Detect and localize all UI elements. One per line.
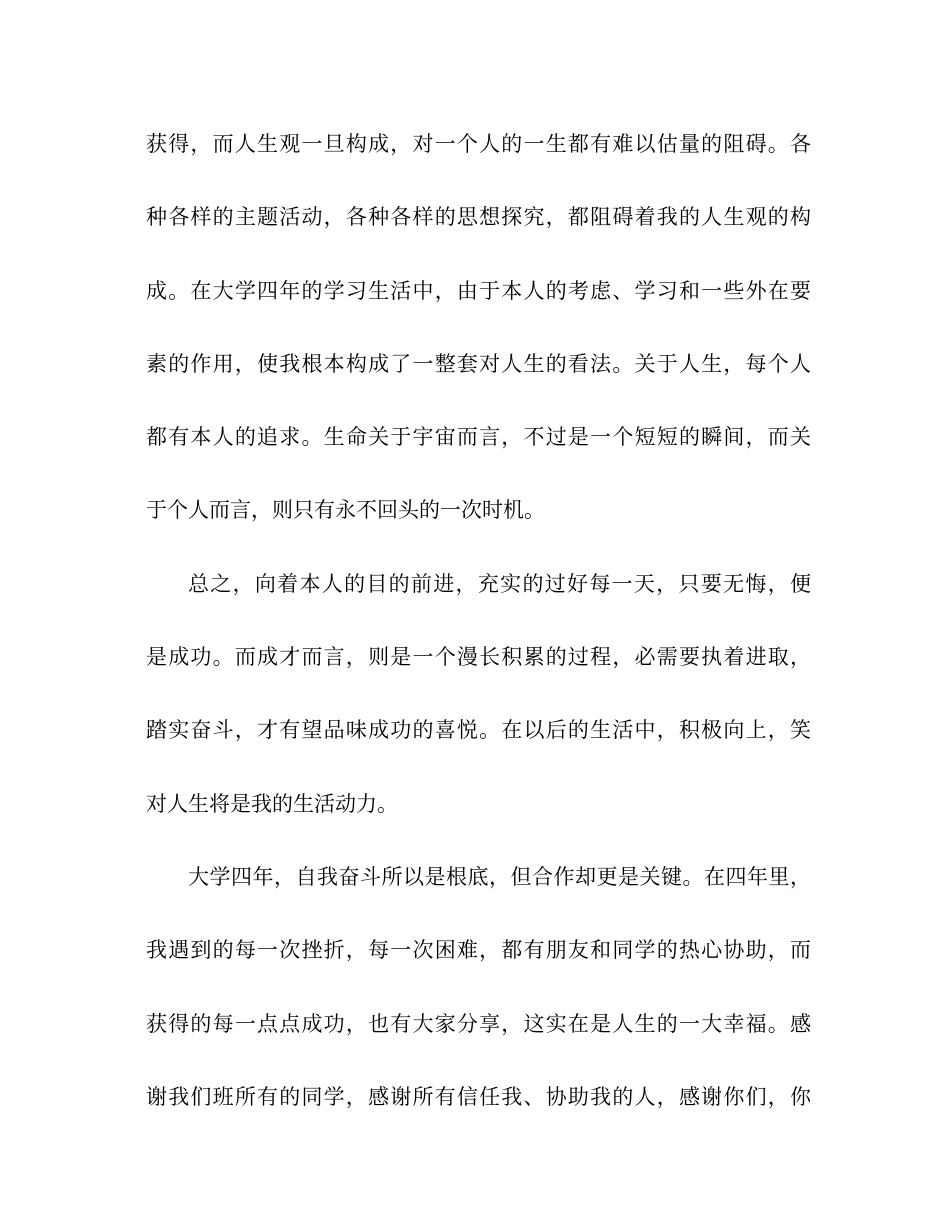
document-body bbox=[146, 108, 811, 1134]
text-line: 是成功。而成才而言，则是一个漫长积累的过程，必需要执着进取， bbox=[146, 645, 811, 670]
text-line: 获得的每一点点成功，也有大家分享，这实在是人生的一大幸福。感 bbox=[146, 1011, 811, 1036]
text-line: 素的作用，使我根本构成了一整套对人生的看法。关于人生，每个人 bbox=[146, 351, 811, 376]
text-line: 对人生将是我的生活动力。 bbox=[146, 791, 398, 816]
text-line: 谢我们班所有的同学，感谢所有信任我、协助我的人，感谢你们，你 bbox=[146, 1084, 811, 1109]
text-line: 都有本人的追求。生命关于宇宙而言，不过是一个短短的瞬间，而关 bbox=[146, 425, 811, 450]
text-line: 成。在大学四年的学习生活中，由于本人的考虑、学习和一些外在要 bbox=[146, 278, 811, 303]
text-line: 我遇到的每一次挫折，每一次困难，都有朋友和同学的热心协助，而 bbox=[146, 938, 811, 963]
text-line: 于个人而言，则只有永不回头的一次时机。 bbox=[146, 498, 545, 523]
text-line: 种各样的主题活动，各种各样的思想探究，都阻碍着我的人生观的构 bbox=[146, 205, 811, 230]
text-line: 踏实奋斗，才有望品味成功的喜悦。在以后的生活中，积极向上，笑 bbox=[146, 718, 811, 743]
text-line-indented: 大学四年，自我奋斗所以是根底，但合作却更是关键。在四年里， bbox=[188, 864, 811, 889]
text-line-indented: 总之，向着本人的目的前进，充实的过好每一天，只要无悔，便 bbox=[188, 571, 811, 596]
text-line: 获得，而人生观一旦构成，对一个人的一生都有难以估量的阻碍。各 bbox=[146, 132, 811, 156]
